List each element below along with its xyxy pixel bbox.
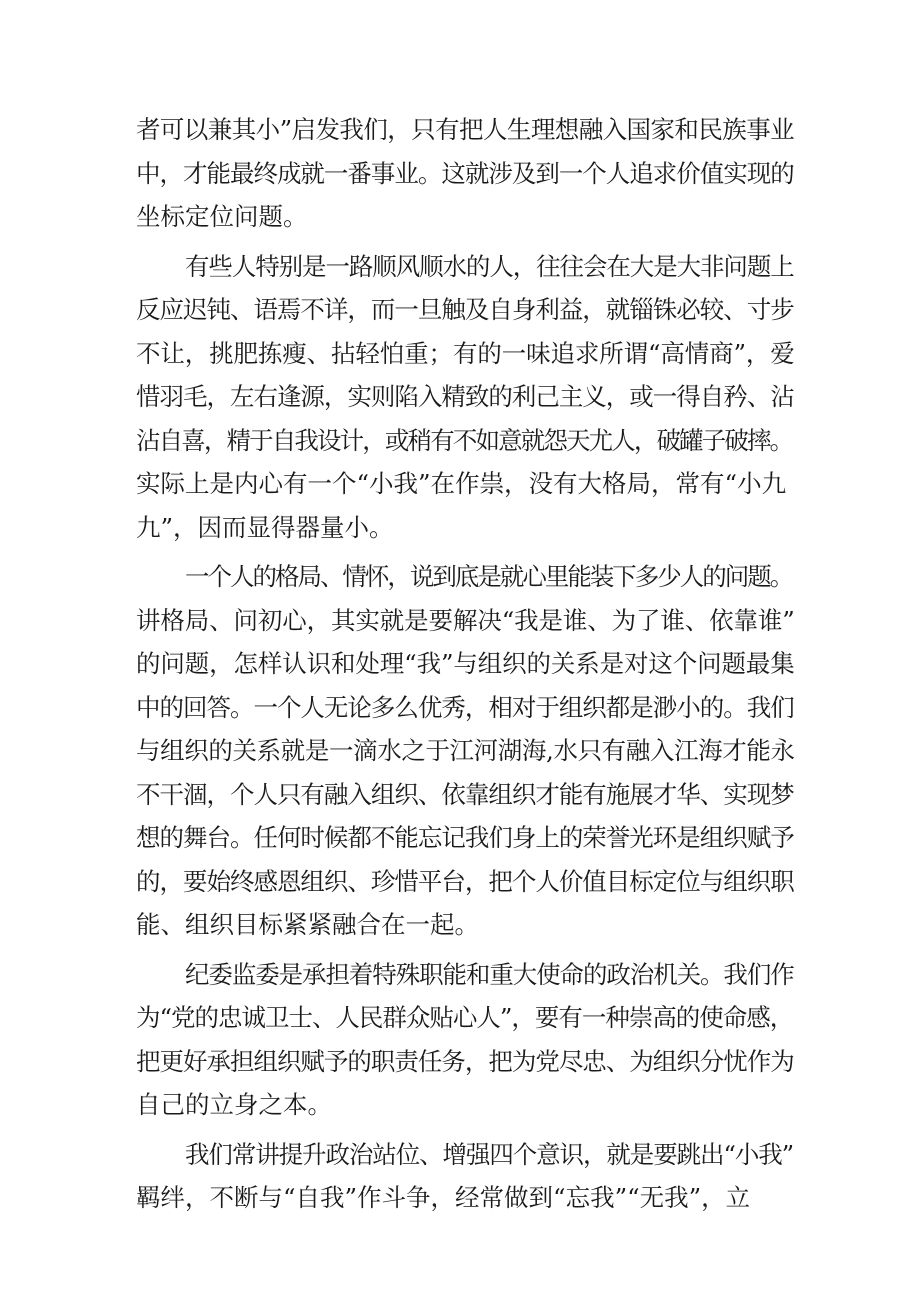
text-line: 讲格局、问初心，其实就是要解决“我是谁、为了谁、依靠谁” [136, 605, 795, 635]
text-line: 一个人的格局、情怀，说到底是就心里能装下多少人的问题。 [185, 562, 793, 591]
text-line: 者可以兼其小”启发我们，只有把人生理想融入国家和民族事业 [136, 115, 795, 144]
text-line: 反应迟钝、语焉不详，而一旦触及自身利益，就锱铢必较、寸步 [136, 295, 794, 324]
text-line: 为“党的忠诚卫士、人民群众贴心人”，要有一种崇高的使命感， [136, 1003, 794, 1032]
text-line: 不干涸，个人只有融入组织、依靠组织才能有施展才华、实现梦 [136, 779, 794, 809]
paragraph-2 [136, 245, 796, 550]
text-line: 把更好承担组织赋予的职责任务，把为党尽忠、为组织分忧作为 [136, 1046, 794, 1076]
text-line: 有些人特别是一路顺风顺水的人，往往会在大是大非问题上 [185, 251, 794, 281]
text-line: 的问题，怎样认识和处理“我”与组织的关系是对这个问题最集 [136, 649, 795, 678]
text-line: 我们常讲提升政治站位、增强四个意识，就是要跳出“小我” [185, 1139, 794, 1169]
text-line: 不让，挑肥拣瘦、拈轻怕重；有的一味追求所谓“高情商”，爱 [136, 338, 795, 368]
paragraph-4 [136, 953, 796, 1127]
text-line: 中，才能最终成就一番事业。这就涉及到一个人追求价值实现的 [136, 158, 794, 188]
paragraph-3 [136, 555, 796, 947]
text-line: 羁绊，不断与“自我”作斗争，经常做到“忘我”“无我”，立 [136, 1183, 751, 1212]
text-line: 中的回答。一个人无论多么优秀，相对于组织都是渺小的。我们 [136, 692, 794, 722]
text-line: 自己的立身之本。 [136, 1090, 332, 1119]
text-line: 沾自喜，精于自我设计，或稍有不如意就怨天尤人，破罐子破摔。 [136, 425, 793, 455]
text-line: 坐标定位问题。 [136, 202, 308, 231]
text-line: 的，要始终感恩组织、珍惜平台，把个人价值目标定位与组织职 [136, 866, 794, 896]
paragraph-1 [136, 108, 796, 239]
text-line: 惜羽毛，左右逢源，实则陷入精致的利己主义，或一得自矜、沾 [136, 382, 794, 411]
text-line: 想的舞台。任何时候都不能忘记我们身上的荣誉光环是组织赋予 [136, 823, 794, 852]
text-line: 实际上是内心有一个“小我”在作祟，没有大格局，常有“小九 [136, 469, 787, 498]
document-body [136, 108, 796, 1220]
text-line: 能、组织目标紧紧融合在一起。 [136, 910, 479, 939]
text-line: 纪委监委是承担着特殊职能和重大使命的政治机关。我们作 [185, 959, 794, 989]
text-line: 九”，因而显得器量小。 [136, 512, 394, 542]
text-line: 与组织的关系就是一滴水之于江河湖海,水只有融入江海才能永 [136, 736, 795, 765]
paragraph-5 [136, 1133, 796, 1220]
